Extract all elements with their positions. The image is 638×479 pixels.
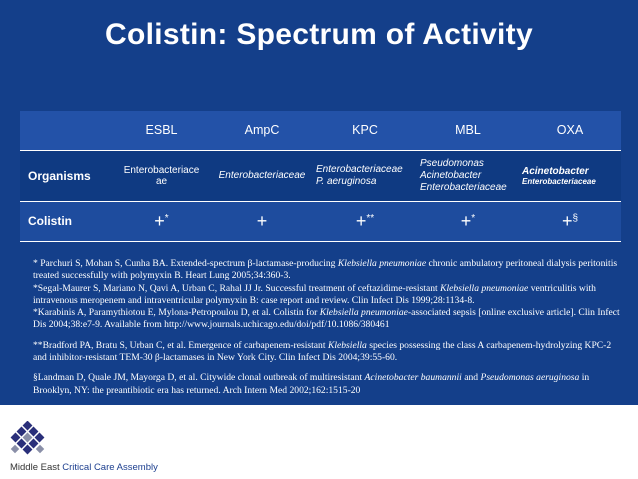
organisms-mbl-line2: Acinetobacter (420, 169, 482, 181)
reference-3-organism: Klebsiella pneumoniae (319, 307, 408, 319)
reference-2-text: *Segal-Maurer S, Mariano N, Qavi A, Urban C, Rahal JJ Jr. Successful treatment of ceftazidime-resistant (33, 282, 441, 294)
organisms-kpc-line2: P. aeruginosa (316, 175, 377, 187)
header-esbl: ESBL (112, 111, 211, 150)
reference-5-organism-2: Pseudomonas aeruginosa (480, 372, 580, 384)
organisms-kpc-line1: Enterobacteriaceae (316, 163, 403, 175)
references (33, 258, 623, 397)
reference-4-text-end: species possessing the class A carbapenem-hydrolyzing KPC-2 and inhibitor-resistant TEM-30 β-lactamases in New York City. Clin Infect Dis 2004;39:55-60. (33, 339, 612, 364)
header-mbl: MBL (417, 111, 519, 150)
colistin-esbl-sign: + (154, 210, 165, 231)
colistin-oxa-sign: + (561, 210, 573, 231)
organisms-esbl (112, 150, 211, 201)
reference-2-text-end: ventriculitis with intravenous meropenem and intraventricular polymyxin B: case report and review. Clin Infect Dis 1999;28:1134-8. (33, 282, 596, 306)
colistin-mbl-sign: + (460, 210, 472, 231)
colistin-oxa-sup: § (572, 212, 579, 224)
reference-1-organism: Klebsiella pneumoniae (337, 258, 427, 269)
reference-1-text-end: chronic ambulatory peritoneal dialysis peritonitis treated successfully with polymyxin B. Heart Lung 2005;34:360-3. (33, 258, 618, 282)
colistin-oxa (519, 201, 621, 241)
colistin-kpc (313, 201, 417, 241)
colistin-esbl-sup: * (164, 212, 169, 224)
reference-2 (33, 283, 623, 308)
colistin-row (20, 201, 621, 241)
header-oxa: OXA (519, 111, 621, 150)
colistin-esbl (112, 201, 211, 241)
reference-5-text-end: in Brooklyn, NY: the preantibiotic era has returned. Arch Intern Med 2002;162:1515-20 (33, 372, 590, 396)
organisms-row (20, 150, 621, 201)
colistin-label: Colistin (20, 201, 112, 241)
spectrum-table (20, 111, 621, 242)
colistin-mbl (417, 201, 519, 241)
reference-5-organism: Acinetobacter baumannii (364, 372, 462, 384)
assembly-logo-icon (7, 421, 49, 463)
reference-1-text: * Parchuri S, Mohan S, Cunha BA. Extended-spectrum β-lactamase-producing (33, 258, 338, 269)
slide-title: Colistin: Spectrum of Activity (105, 18, 533, 51)
reference-4-organism: Klebsiella (327, 339, 367, 351)
organisms-mbl-line3: Enterobacteriaceae (420, 181, 507, 193)
organisms-mbl (417, 150, 519, 201)
organisms-mbl-line1: Pseudomonas (420, 157, 484, 169)
organisms-oxa (519, 150, 621, 201)
reference-4 (33, 340, 623, 365)
colistin-ampc (211, 201, 313, 241)
reference-3-text: *Karabinis A, Paramythiotou E, Mylona-Petropoulou D, et al. Colistin for (33, 307, 320, 319)
reference-5 (33, 372, 623, 397)
footer-org-part1: Middle East (10, 462, 63, 473)
colistin-kpc-sign: + (355, 210, 367, 231)
organisms-oxa-line2: Enterobacteriaceae (522, 176, 596, 186)
colistin-kpc-sup: ** (366, 212, 375, 224)
organisms-oxa-line1: Acinetobacter (522, 165, 589, 177)
header-kpc: KPC (313, 111, 417, 150)
header-ampc: AmpC (211, 111, 313, 150)
organisms-esbl-line2: ae (155, 175, 168, 187)
reference-5-text-mid: and (461, 372, 481, 384)
organisms-esbl-line1: Enterobacteriace (123, 164, 200, 176)
header-corner (20, 111, 112, 150)
colistin-ampc-sign: + (256, 210, 268, 231)
reference-2-organism: Klebsiella pneumoniae (440, 282, 529, 294)
reference-3-text-end: -associated sepsis [online exclusive article]. Clin Infect Dis 2004;38:e7-9. Available from http://www.journals.uchicago.edu/doi/pdf/10.1086/380461 (33, 307, 620, 331)
reference-1 (33, 258, 623, 283)
header-row (20, 111, 621, 150)
footer-organization (10, 462, 158, 473)
reference-3 (33, 307, 623, 332)
reference-5-text: §Landman D, Quale JM, Mayorga D, et al. Citywide clonal outbreak of multiresistant (33, 372, 365, 384)
organisms-ampc: Enterobacteriaceae (211, 150, 313, 201)
organisms-label: Organisms (20, 150, 112, 201)
reference-4-text: **Bradford PA, Bratu S, Urban C, et al. Emergence of carbapenem-resistant (33, 339, 328, 351)
colistin-mbl-sup: * (471, 212, 476, 224)
organisms-kpc (313, 150, 417, 201)
footer-org-part2: Critical Care Assembly (62, 462, 158, 473)
